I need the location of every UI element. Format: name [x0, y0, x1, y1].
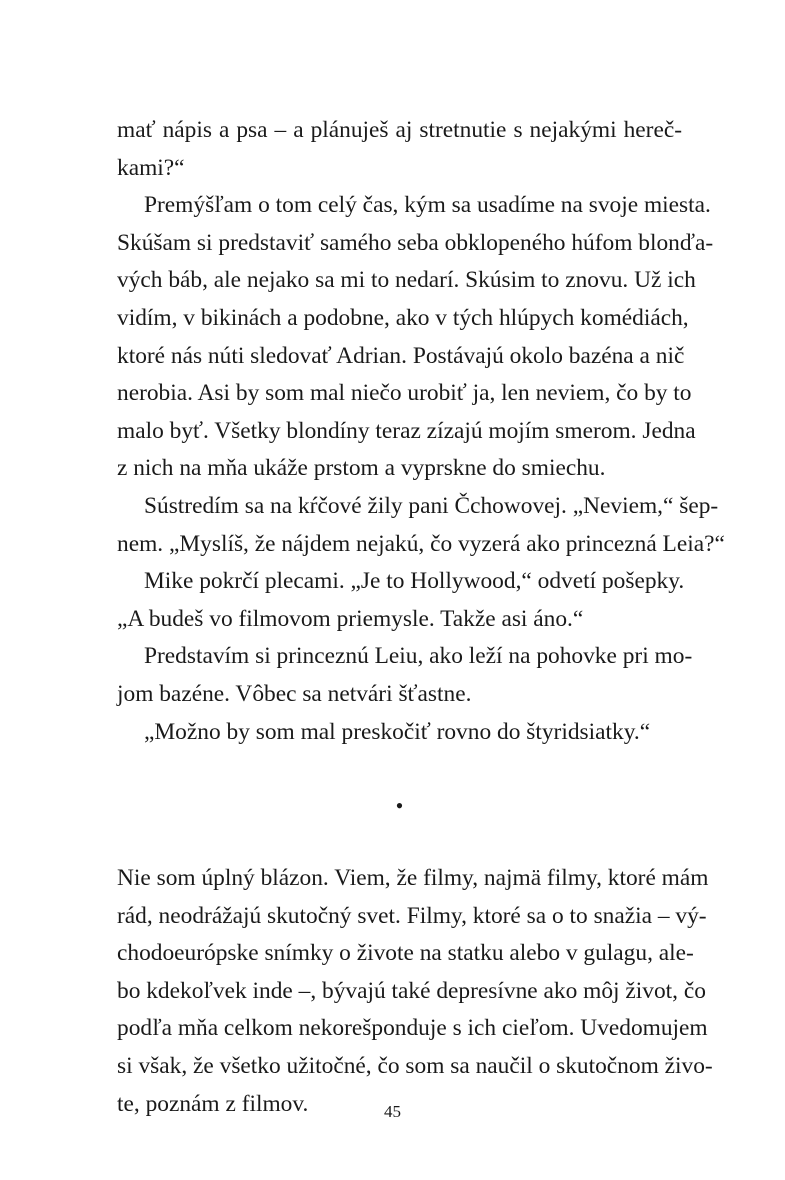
text-line: rád, neodrážajú skutočný svet. Filmy, ktoré sa o to snažia – vý- [117, 902, 707, 929]
text-line: jom bazéne. Vôbec sa netvári šťastne. [117, 680, 472, 707]
text-line: te, poznám z filmov. [117, 1090, 309, 1117]
page-number: 45 [384, 1102, 401, 1121]
text-line: Predstavím si princeznú Leiu, ako leží na pohovke pri mo- [144, 643, 693, 670]
text-line: bo kdekoľvek inde –, bývajú také depresívne ako môj život, čo [117, 977, 706, 1004]
text-line: vidím, v bikinách a podobne, ako v tých hlúpych komédiách, [117, 304, 689, 331]
text-line: podľa mňa celkom nekorešponduje s ich cieľom. Uvedomujem [117, 1015, 708, 1042]
text-line: „A budeš vo filmovom priemysle. Takže asi áno.“ [117, 605, 584, 632]
paragraph [117, 488, 725, 563]
text-line: Sústredím sa na kŕčové žily pani Čchowovej. „Neviem,“ šep- [144, 492, 719, 519]
text-section-bottom [117, 860, 713, 1123]
text-line: Premýšľam o tom celý čas, kým sa usadíme na svoje miesta. [144, 192, 711, 219]
paragraph [117, 714, 682, 752]
paragraph [117, 187, 714, 488]
text-line: „Možno by som mal preskočiť rovno do štyridsiatky.“ [144, 718, 651, 745]
text-line: Mike pokrčí plecami. „Je to Hollywood,“ odvetí pošepky. [144, 568, 685, 595]
paragraph [117, 860, 713, 1123]
text-line: si však, že všetko užitočné, čo som sa naučil o skutočnom živo- [117, 1053, 713, 1080]
section-separator: • [395, 793, 404, 819]
text-line: malo byť. Všetky blondíny teraz zízajú mojím smerom. Jedna [117, 417, 696, 444]
text-line: nem. „Myslíš, že nájdem nejakú, čo vyzerá ako princezná Leia?“ [117, 530, 725, 557]
text-section-top [117, 112, 725, 751]
text-line: Nie som úplný blázon. Viem, že filmy, najmä filmy, ktoré mám [117, 865, 709, 892]
text-line: vých báb, ale nejako sa mi to nedarí. Skúsim to znovu. Už ich [117, 267, 696, 294]
paragraph [117, 112, 682, 187]
paragraph [117, 638, 693, 713]
text-line: Skúšam si predstaviť samého seba obklopeného húfom blonďa- [117, 229, 714, 256]
text-line: z nich na mňa ukáže prstom a vyprskne do smiechu. [117, 455, 606, 482]
text-line: chodoeurópske snímky o živote na statku alebo v gulagu, ale- [117, 940, 694, 967]
paragraph [117, 563, 685, 638]
text-line: nerobia. Asi by som mal niečo urobiť ja, len neviem, čo by to [117, 380, 692, 407]
text-line: ktoré nás núti sledovať Adrian. Postávajú okolo bazéna a nič [117, 342, 685, 369]
book-page-text [117, 112, 725, 1123]
text-line: mať nápis a psa – a plánuješ aj stretnutie s nejakými hereč- [117, 117, 682, 143]
text-line: kami?“ [117, 154, 185, 181]
